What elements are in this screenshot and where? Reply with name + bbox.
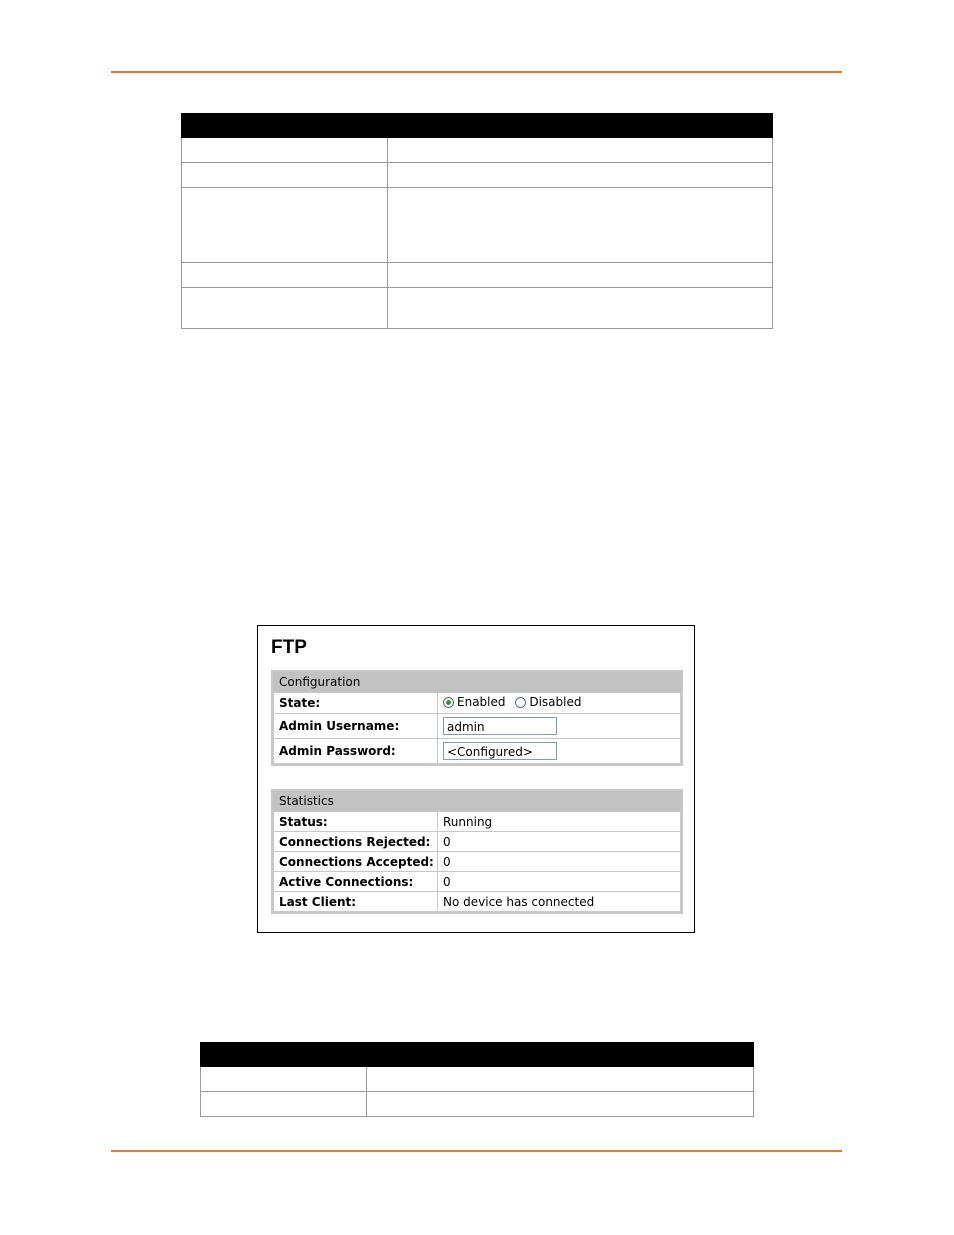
connections-rejected-value: 0	[438, 832, 681, 852]
state-disabled-option[interactable]	[515, 695, 581, 709]
ftp-panel	[257, 625, 695, 933]
admin-password-input[interactable]: <Configured>	[443, 742, 557, 760]
admin-password-cell	[438, 739, 681, 764]
settings-table-bottom	[200, 1042, 754, 1117]
status-label: Status:	[274, 812, 438, 832]
state-row	[274, 693, 681, 714]
settings-table-top	[181, 113, 773, 329]
statistics-row	[274, 872, 681, 892]
statistics-heading: Statistics	[273, 791, 681, 811]
state-disabled-label[interactable]: Disabled	[529, 695, 582, 710]
admin-username-label: Admin Username:	[274, 714, 438, 739]
table-row	[182, 138, 773, 163]
connections-accepted-value: 0	[438, 852, 681, 872]
last-client-label: Last Client:	[274, 892, 438, 912]
statistics-table	[273, 811, 681, 912]
statistics-row	[274, 892, 681, 912]
table-header-row	[182, 114, 773, 138]
table-row	[201, 1092, 754, 1117]
configuration-table	[273, 692, 681, 764]
header-rule	[111, 71, 842, 73]
admin-password-row	[274, 739, 681, 764]
connections-accepted-label: Connections Accepted:	[274, 852, 438, 872]
radio-checked-icon[interactable]	[443, 697, 454, 708]
statistics-row	[274, 812, 681, 832]
state-options	[438, 693, 681, 714]
admin-username-row	[274, 714, 681, 739]
table-header-row	[201, 1043, 754, 1067]
status-value: Running	[438, 812, 681, 832]
radio-unchecked-icon[interactable]	[515, 697, 526, 708]
admin-password-label: Admin Password:	[274, 739, 438, 764]
table-row	[182, 163, 773, 188]
active-connections-label: Active Connections:	[274, 872, 438, 892]
last-client-value: No device has connected	[438, 892, 681, 912]
state-label: State:	[274, 693, 438, 714]
table-row	[182, 288, 773, 329]
footer-rule	[111, 1150, 842, 1152]
table-row	[182, 188, 773, 263]
admin-username-input[interactable]: admin	[443, 717, 557, 735]
state-enabled-label[interactable]: Enabled	[457, 695, 506, 710]
configuration-heading: Configuration	[273, 672, 681, 692]
admin-username-cell	[438, 714, 681, 739]
connections-rejected-label: Connections Rejected:	[274, 832, 438, 852]
table-row	[182, 263, 773, 288]
state-enabled-option[interactable]	[443, 695, 506, 709]
statistics-section	[271, 789, 683, 914]
configuration-section	[271, 670, 683, 766]
table-row	[201, 1067, 754, 1092]
active-connections-value: 0	[438, 872, 681, 892]
statistics-row	[274, 832, 681, 852]
page-title: FTP	[271, 637, 307, 658]
statistics-row	[274, 852, 681, 872]
